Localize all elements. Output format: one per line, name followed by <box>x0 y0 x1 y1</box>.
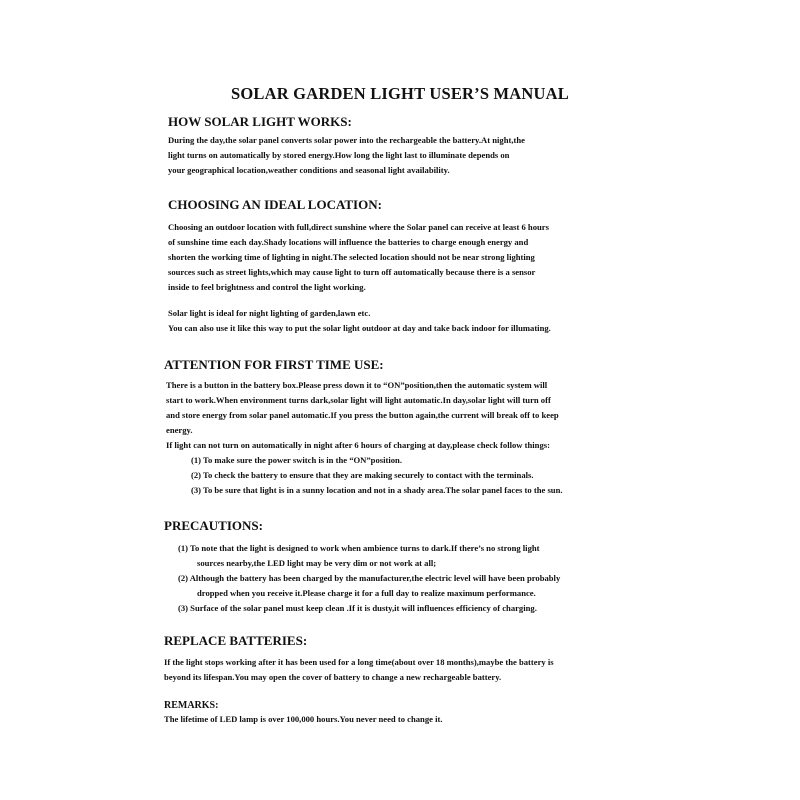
attention-check-item-2: (2) To check the battery to ensure that they are making securely to contact with the terminals. <box>191 470 534 480</box>
heading-how-solar-light-works: HOW SOLAR LIGHT WORKS: <box>168 114 352 129</box>
precaution-item-3: (3) Surface of the solar panel must keep clean .If it is dusty,it will influences efficiency of charging. <box>178 603 537 613</box>
document-title: SOLAR GARDEN LIGHT USER’S MANUAL <box>231 84 569 103</box>
heading-precautions: PRECAUTIONS: <box>164 518 263 533</box>
heading-remarks: REMARKS: <box>164 700 219 711</box>
precaution-item-1: (1) To note that the light is designed to work when ambience turns to dark.If there’s no strong light <box>178 543 540 553</box>
heading-choosing-location: CHOOSING AN IDEAL LOCATION: <box>168 197 382 212</box>
attention-line-4: energy. <box>166 425 193 435</box>
location-line-6: Solar light is ideal for night lighting of garden,lawn etc. <box>168 308 371 318</box>
precaution-item-2-cont: dropped when you receive it.Please charge it for a full day to realize maximum performance. <box>197 588 536 598</box>
precaution-item-2: (2) Although the battery has been charged by the manufacturer,the electric level will have been probably <box>178 573 561 583</box>
attention-line-1: There is a button in the battery box.Please press down it to “ON”position,then the automatic system will <box>166 380 548 390</box>
how-works-line-2: light turns on automatically by stored energy.How long the light last to illuminate depends on <box>168 150 510 160</box>
replace-line-2: beyond its lifespan.You may open the cover of battery to change a new rechargeable battery. <box>164 672 502 682</box>
how-works-line-1: During the day,the solar panel converts solar power into the rechargeable the battery.At night,the <box>168 135 525 145</box>
location-line-2: of sunshine time each day.Shady locations will influence the batteries to charge enough energy and <box>168 237 529 247</box>
location-line-1: Choosing an outdoor location with full,direct sunshine where the Solar panel can receive at least 6 hours <box>168 222 549 232</box>
attention-line-5: If light can not turn on automatically in night after 6 hours of charging at day,please check follow things: <box>166 440 550 450</box>
heading-replace-batteries: REPLACE BATTERIES: <box>164 633 308 648</box>
location-line-3: shorten the working time of lighting in night.The selected location should not be near strong lighting <box>168 252 535 262</box>
replace-line-1: If the light stops working after it has been used for a long time(about over 18 months),maybe the battery is <box>164 657 554 667</box>
location-line-4: sources such as street lights,which may cause light to turn off automatically because there is a sensor <box>168 267 536 277</box>
location-line-7: You can also use it like this way to put the solar light outdoor at day and take back indoor for illumating. <box>168 323 551 333</box>
attention-check-item-1: (1) To make sure the power switch is in the “ON”position. <box>191 455 402 465</box>
attention-line-2: start to work.When environment turns dark,solar light will light automatic.In day,solar light will turn off <box>166 395 551 405</box>
attention-check-item-3: (3) To be sure that light is in a sunny location and not in a shady area.The solar panel faces to the sun. <box>191 485 563 495</box>
location-line-5: inside to feel brightness and control the light working. <box>168 282 366 292</box>
remarks-line-1: The lifetime of LED lamp is over 100,000 hours.You never need to change it. <box>164 714 443 724</box>
heading-attention-first-use: ATTENTION FOR FIRST TIME USE: <box>164 357 384 372</box>
precaution-item-1-cont: sources nearby,the LED light may be very dim or not work at all; <box>197 558 437 568</box>
how-works-line-3: your geographical location,weather conditions and seasonal light availability. <box>168 165 450 175</box>
attention-line-3: and store energy from solar panel automatic.If you press the button again,the current will break off to keep <box>166 410 559 420</box>
